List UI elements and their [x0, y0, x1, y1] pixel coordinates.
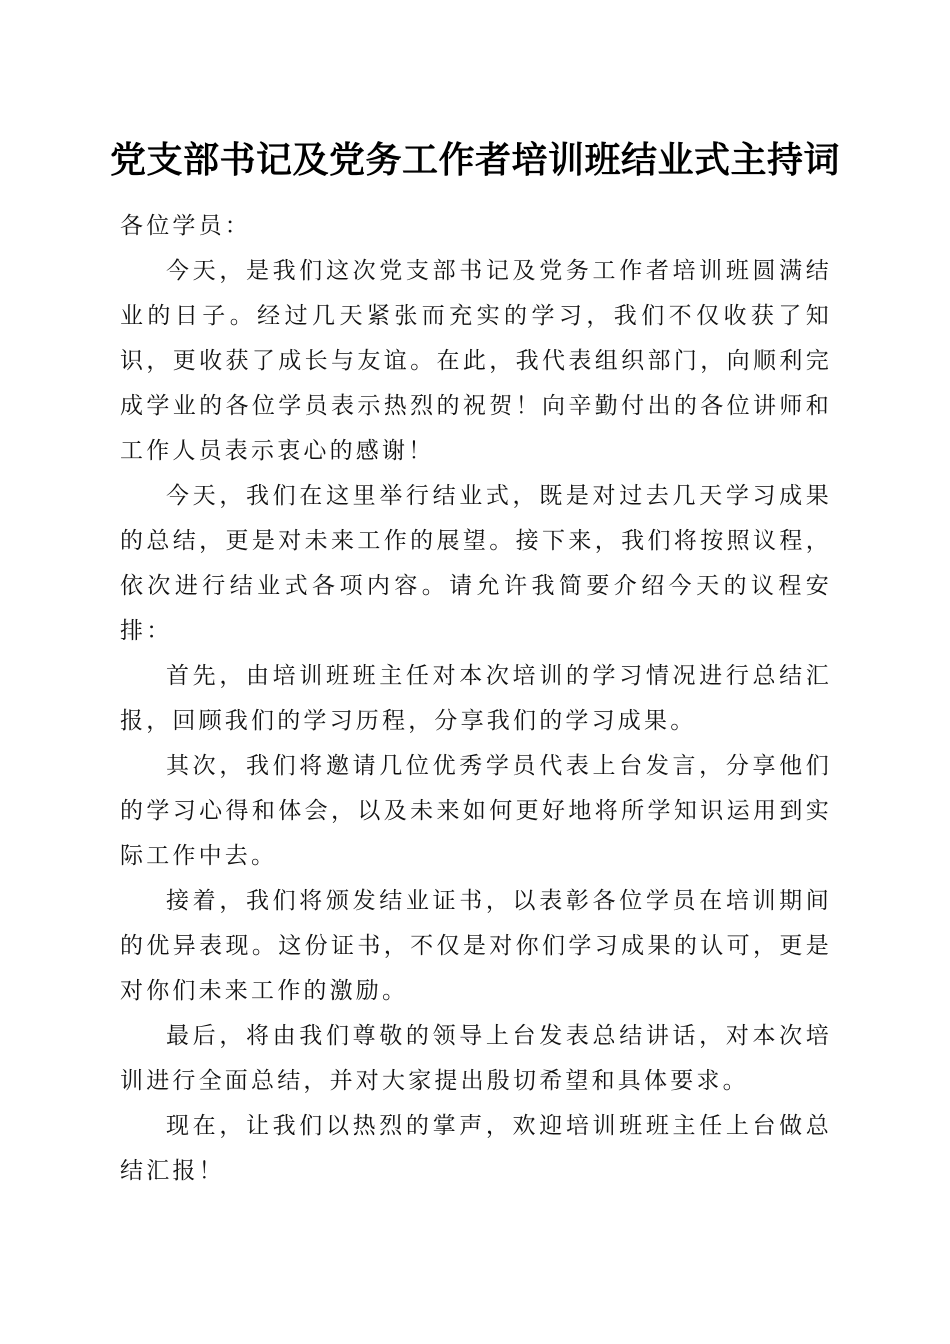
salutation: 各位学员： — [120, 213, 251, 239]
page-title: 党支部书记及党务工作者培训班结业式主持词 — [110, 139, 841, 181]
paragraph-closing: 现在，让我们以热烈的掌声，欢迎培训班班主任上台做总结汇报！ — [120, 1113, 832, 1184]
paragraph-agenda-intro: 今天，我们在这里举行结业式，既是对过去几天学习成果的总结，更是对未来工作的展望。接下来，我们将按照议程，依次进行结业式各项内容。请允许我简要介绍今天的议程安排： — [120, 483, 832, 644]
paragraph-last: 最后，将由我们尊敬的领导上台发表总结讲话，对本次培训进行全面总结，并对大家提出殷切希望和具体要求。 — [120, 1023, 832, 1094]
paragraph-second: 其次，我们将邀请几位优秀学员代表上台发言，分享他们的学习心得和体会，以及未来如何更好地将所学知识运用到实际工作中去。 — [120, 753, 832, 869]
paragraph-third: 接着，我们将颁发结业证书，以表彰各位学员在培训期间的优异表现。这份证书，不仅是对你们学习成果的认可，更是对你们未来工作的激励。 — [120, 888, 832, 1004]
paragraph-first: 首先，由培训班班主任对本次培训的学习情况进行总结汇报，回顾我们的学习历程，分享我们的学习成果。 — [120, 663, 832, 734]
paragraph-opening: 今天，是我们这次党支部书记及党务工作者培训班圆满结业的日子。经过几天紧张而充实的学习，我们不仅收获了知识，更收获了成长与友谊。在此，我代表组织部门，向顺利完成学业的各位学员表示热烈的祝贺！向辛勤付出的各位讲师和工作人员表示衷心的感谢！ — [120, 258, 832, 464]
document-body — [120, 204, 832, 1194]
